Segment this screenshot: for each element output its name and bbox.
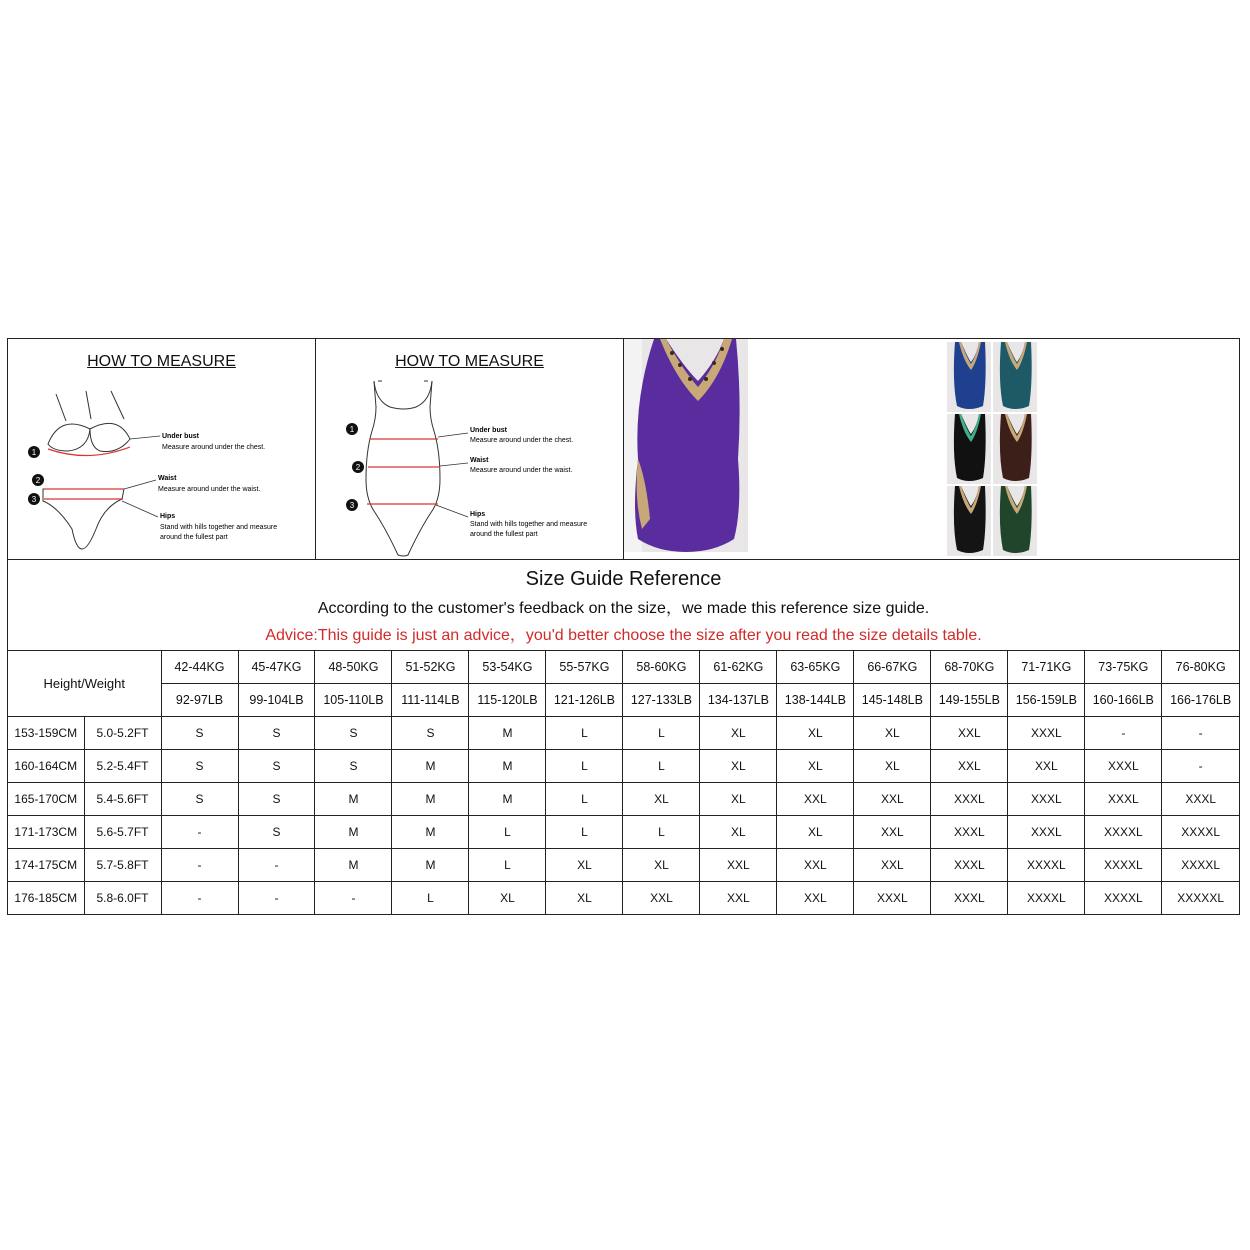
measure-panel-bikini <box>8 339 316 559</box>
height-cm-cell: 176-185CM <box>8 881 84 914</box>
size-cell: - <box>238 848 315 881</box>
weight-lb-header: 99-104LB <box>238 683 315 716</box>
guide-advice: Advice:This guide is just an advice，you'd better choose the size after you read the size details table. <box>265 627 982 644</box>
table-row <box>8 716 1239 749</box>
marker-1: 1 <box>349 425 355 434</box>
size-cell: M <box>392 815 469 848</box>
size-cell: - <box>1162 716 1239 749</box>
size-cell: XXL <box>854 815 931 848</box>
height-ft-cell: 5.7-5.8FT <box>84 848 161 881</box>
size-cell: XXL <box>931 716 1008 749</box>
size-cell: - <box>161 815 238 848</box>
weight-kg-header: 66-67KG <box>854 651 931 683</box>
size-cell: XXXXL <box>1162 848 1239 881</box>
size-cell: XXXXL <box>1162 815 1239 848</box>
height-ft-cell: 5.0-5.2FT <box>84 716 161 749</box>
weight-kg-header: 63-65KG <box>777 651 854 683</box>
weight-kg-header: 42-44KG <box>161 651 238 683</box>
annotation-hips-desc-1: Stand with hills together and measure <box>160 524 278 531</box>
size-cell: XXL <box>700 848 777 881</box>
size-cell: L <box>623 815 700 848</box>
weight-lb-header: 92-97LB <box>161 683 238 716</box>
size-cell: XXXL <box>931 848 1008 881</box>
size-cell: L <box>392 881 469 914</box>
height-ft-cell: 5.2-5.4FT <box>84 749 161 782</box>
weight-kg-header: 53-54KG <box>469 651 546 683</box>
marker-1: 1 <box>31 448 37 457</box>
size-cell: S <box>238 716 315 749</box>
height-cm-cell: 153-159CM <box>8 716 84 749</box>
product-thumb-2 <box>993 342 1037 412</box>
size-cell: XL <box>700 782 777 815</box>
size-cell: - <box>1162 749 1239 782</box>
size-cell: - <box>315 881 392 914</box>
weight-kg-header: 61-62KG <box>700 651 777 683</box>
height-weight-header: Height/Weight <box>8 651 161 716</box>
table-row <box>8 815 1239 848</box>
size-cell: XL <box>700 749 777 782</box>
size-cell: XL <box>546 848 623 881</box>
height-ft-cell: 5.4-5.6FT <box>84 782 161 815</box>
weight-kg-header: 68-70KG <box>931 651 1008 683</box>
measure-row <box>8 339 1239 560</box>
size-cell: XXL <box>854 782 931 815</box>
weight-kg-header: 55-57KG <box>546 651 623 683</box>
size-cell: XL <box>700 716 777 749</box>
size-cell: S <box>238 749 315 782</box>
weight-lb-header: 105-110LB <box>315 683 392 716</box>
annotation-waist: Waist <box>470 457 489 464</box>
guide-title: Size Guide Reference <box>525 568 722 590</box>
size-cell: XXL <box>854 848 931 881</box>
height-cm-cell: 160-164CM <box>8 749 84 782</box>
table-row <box>8 782 1239 815</box>
weight-lb-header: 111-114LB <box>392 683 469 716</box>
size-table <box>8 651 1239 914</box>
size-cell: L <box>469 815 546 848</box>
size-cell: XXXL <box>931 782 1008 815</box>
size-cell: S <box>161 716 238 749</box>
marker-3: 3 <box>31 495 37 504</box>
weight-lb-header: 121-126LB <box>546 683 623 716</box>
product-thumb-5 <box>947 486 991 556</box>
weight-lb-header: 127-133LB <box>623 683 700 716</box>
size-chart-sheet <box>7 338 1240 915</box>
size-cell: XXL <box>777 782 854 815</box>
annotation-waist-desc: Measure around under the waist. <box>158 486 261 493</box>
size-cell: - <box>161 848 238 881</box>
size-cell: XXXL <box>1008 782 1085 815</box>
size-cell: L <box>546 815 623 848</box>
marker-2: 2 <box>355 463 361 472</box>
size-cell: L <box>546 782 623 815</box>
swimsuit-main-shape <box>635 339 740 552</box>
size-cell: XL <box>854 749 931 782</box>
size-cell: XXXXL <box>1008 848 1085 881</box>
weight-lb-header: 134-137LB <box>700 683 777 716</box>
product-thumb-3 <box>947 414 991 484</box>
size-cell: XXXXXL <box>1162 881 1239 914</box>
size-cell: L <box>623 749 700 782</box>
weight-lb-header: 156-159LB <box>1008 683 1085 716</box>
size-cell: XXL <box>1008 749 1085 782</box>
size-cell: XXXL <box>931 881 1008 914</box>
size-cell: XXXXL <box>1008 881 1085 914</box>
size-cell: S <box>161 749 238 782</box>
size-cell: M <box>315 848 392 881</box>
size-guide-header <box>8 560 1239 651</box>
size-cell: M <box>392 749 469 782</box>
size-cell: M <box>315 815 392 848</box>
annotation-under-bust: Under bust <box>470 427 507 434</box>
size-cell: XXXL <box>931 815 1008 848</box>
size-cell: XL <box>546 881 623 914</box>
size-cell: XXXL <box>1085 782 1162 815</box>
size-cell: M <box>469 716 546 749</box>
weight-kg-header: 76-80KG <box>1162 651 1239 683</box>
height-cm-cell: 165-170CM <box>8 782 84 815</box>
product-photo-main <box>624 339 748 552</box>
size-cell: S <box>392 716 469 749</box>
size-cell: XXXL <box>1162 782 1239 815</box>
size-cell: S <box>315 749 392 782</box>
annotation-waist: Waist <box>158 475 177 482</box>
weight-lb-header: 166-176LB <box>1162 683 1239 716</box>
weight-kg-header: 58-60KG <box>623 651 700 683</box>
size-cell: - <box>238 881 315 914</box>
size-cell: XXXXL <box>1085 848 1162 881</box>
size-cell: L <box>546 749 623 782</box>
height-cm-cell: 174-175CM <box>8 848 84 881</box>
weight-kg-header: 48-50KG <box>315 651 392 683</box>
bikini-diagram <box>8 339 316 559</box>
product-thumb-6 <box>993 486 1037 556</box>
measure-panel-onepiece <box>316 339 624 559</box>
weight-lb-header: 115-120LB <box>469 683 546 716</box>
onepiece-diagram <box>316 339 624 559</box>
product-thumb-1 <box>947 342 991 412</box>
size-cell: XXXL <box>854 881 931 914</box>
size-cell: XL <box>777 716 854 749</box>
size-cell: XXXL <box>1008 716 1085 749</box>
size-cell: M <box>392 848 469 881</box>
size-cell: - <box>1085 716 1162 749</box>
size-cell: S <box>238 815 315 848</box>
annotation-hips-desc-2: around the fullest part <box>470 531 538 538</box>
annotation-hips: Hips <box>160 513 176 520</box>
marker-3: 3 <box>349 501 355 510</box>
measure-title: HOW TO MEASURE <box>87 353 236 370</box>
marker-2: 2 <box>35 476 41 485</box>
size-cell: XXL <box>700 881 777 914</box>
size-table-header <box>8 651 1239 716</box>
weight-lb-header: 145-148LB <box>854 683 931 716</box>
weight-kg-header: 51-52KG <box>392 651 469 683</box>
weight-kg-header: 73-75KG <box>1085 651 1162 683</box>
size-cell: XL <box>623 782 700 815</box>
size-cell: S <box>161 782 238 815</box>
size-cell: - <box>161 881 238 914</box>
size-cell: L <box>623 716 700 749</box>
annotation-waist-desc: Measure around under the waist. <box>470 467 573 474</box>
size-cell: XXL <box>931 749 1008 782</box>
table-row <box>8 749 1239 782</box>
annotation-under-bust: Under bust <box>162 433 199 440</box>
size-cell: M <box>469 749 546 782</box>
height-ft-cell: 5.6-5.7FT <box>84 815 161 848</box>
size-cell: XL <box>700 815 777 848</box>
size-cell: M <box>469 782 546 815</box>
measure-title: HOW TO MEASURE <box>395 353 544 370</box>
annotation-hips-desc-1: Stand with hills together and measure <box>470 521 588 528</box>
product-photo-panel <box>624 339 1239 559</box>
table-row <box>8 848 1239 881</box>
size-cell: XL <box>469 881 546 914</box>
size-cell: XXXL <box>1008 815 1085 848</box>
annotation-hips-desc-2: around the fullest part <box>160 534 228 541</box>
size-cell: S <box>315 716 392 749</box>
size-cell: M <box>315 782 392 815</box>
size-cell: XL <box>623 848 700 881</box>
table-row <box>8 881 1239 914</box>
size-cell: XXL <box>777 881 854 914</box>
weight-lb-header: 138-144LB <box>777 683 854 716</box>
size-cell: XXXXL <box>1085 815 1162 848</box>
product-thumb-4 <box>993 414 1037 484</box>
size-cell: M <box>392 782 469 815</box>
height-ft-cell: 5.8-6.0FT <box>84 881 161 914</box>
weight-lb-header: 149-155LB <box>931 683 1008 716</box>
size-cell: S <box>238 782 315 815</box>
size-cell: XL <box>777 815 854 848</box>
height-cm-cell: 171-173CM <box>8 815 84 848</box>
size-cell: XXL <box>623 881 700 914</box>
weight-lb-header: 160-166LB <box>1085 683 1162 716</box>
size-cell: XL <box>777 749 854 782</box>
size-cell: L <box>469 848 546 881</box>
annotation-under-bust-desc: Measure around under the chest. <box>162 444 266 451</box>
annotation-hips: Hips <box>470 511 486 518</box>
size-table-body <box>8 716 1239 914</box>
size-cell: XXXXL <box>1085 881 1162 914</box>
size-cell: XL <box>854 716 931 749</box>
size-cell: XXL <box>777 848 854 881</box>
weight-kg-header: 71-71KG <box>1008 651 1085 683</box>
guide-subtitle: According to the customer's feedback on the size，we made this reference size guide. <box>317 600 930 617</box>
size-cell: L <box>546 716 623 749</box>
size-cell: XXXL <box>1085 749 1162 782</box>
annotation-under-bust-desc: Measure around under the chest. <box>470 437 574 444</box>
weight-kg-header: 45-47KG <box>238 651 315 683</box>
